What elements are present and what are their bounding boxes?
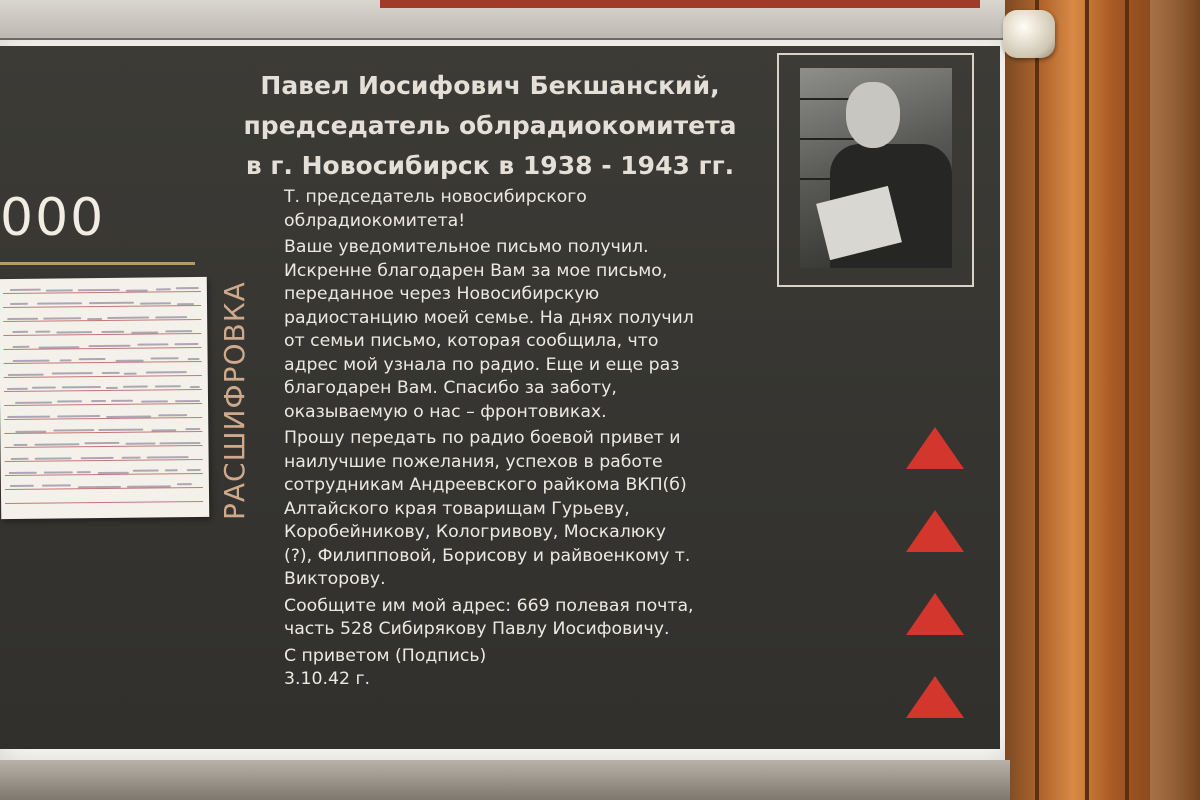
- handwriting-stroke: [116, 359, 144, 361]
- handwriting-stroke: [37, 302, 82, 304]
- letter-line: часть 528 Сибирякову Павлу Иосифовичу.: [284, 619, 670, 639]
- page-title: [205, 66, 775, 186]
- handwriting-stroke: [54, 429, 94, 431]
- letter-paragraph: [284, 427, 794, 592]
- handwriting-stroke: [81, 457, 113, 459]
- title-line: председатель облрадиокомитета: [243, 111, 737, 140]
- letter-ruled-line: [3, 291, 201, 294]
- handwriting-stroke: [98, 472, 129, 474]
- handwriting-stroke: [46, 289, 73, 291]
- handwriting-stroke: [102, 331, 125, 333]
- upper-poster-red-edge: [380, 0, 980, 8]
- handwriting-stroke: [51, 373, 93, 375]
- letter-line: Коробейникову, Кологривову, Москалюку: [284, 522, 667, 542]
- letter-line: Ваше уведомительное письмо получил.: [284, 237, 649, 257]
- letter-line: радиостанцию моей семье. На днях получил: [284, 307, 694, 328]
- handwriting-stroke: [138, 343, 169, 345]
- handwriting-stroke: [14, 444, 28, 446]
- red-triangle-icon: [906, 676, 964, 718]
- handwriting-stroke: [176, 287, 199, 289]
- letter-line: от семьи письмо, которая сообщила, что: [284, 331, 659, 351]
- handwriting-stroke: [91, 400, 106, 402]
- handwritten-letter-image: [0, 277, 209, 519]
- letter-ruled-line: [4, 389, 202, 392]
- handwriting-stroke: [85, 442, 120, 444]
- letter-paragraph: [284, 186, 794, 233]
- glass-reflection: [1150, 0, 1200, 800]
- handwriting-stroke: [43, 471, 72, 473]
- handwriting-stroke: [187, 469, 201, 471]
- handwriting-stroke: [146, 371, 187, 373]
- handwriting-stroke: [10, 303, 28, 305]
- handwriting-stroke: [6, 388, 28, 390]
- letter-line: наилучшие пожелания, успехов в работе: [284, 451, 663, 472]
- handwriting-stroke: [89, 302, 134, 304]
- frame-knob: [1003, 10, 1055, 58]
- letter-line: сотрудникам Андреевского райкома ВКП(б): [284, 475, 687, 495]
- handwriting-stroke: [12, 359, 49, 361]
- handwriting-stroke: [57, 400, 81, 402]
- handwriting-stroke: [10, 485, 34, 487]
- letter-line: С приветом (Подпись): [284, 645, 487, 666]
- letter-line: Искренне благодарен Вам за мое письмо,: [284, 260, 668, 281]
- title-line: Павел Иосифович Бекшанский,: [260, 71, 720, 100]
- handwriting-stroke: [165, 469, 178, 471]
- letter-line: Викторову.: [284, 569, 386, 589]
- handwriting-stroke: [108, 316, 150, 318]
- handwriting-stroke: [35, 331, 50, 333]
- handwriting-stroke: [42, 485, 71, 487]
- letter-ruled-line: [3, 333, 201, 336]
- wooden-display-frame: [1005, 0, 1200, 800]
- handwriting-stroke: [38, 346, 79, 348]
- handwriting-stroke: [185, 428, 200, 430]
- handwriting-stroke: [7, 317, 38, 319]
- letter-paragraph: [284, 645, 794, 692]
- letter-ruled-line: [3, 305, 201, 308]
- letter-line: Прошу передать по радио боевой привет и: [284, 428, 681, 448]
- handwriting-stroke: [177, 303, 195, 305]
- handwriting-stroke: [156, 288, 171, 290]
- letter-line: (?), Филипповой, Борисову и райвоенкому т.: [284, 545, 691, 566]
- letter-transcription: [284, 186, 794, 695]
- handwriting-stroke: [122, 456, 140, 458]
- handwriting-stroke: [175, 343, 199, 345]
- letter-ruled-line: [3, 319, 201, 322]
- handwriting-stroke: [87, 318, 102, 320]
- handwriting-stroke: [141, 400, 168, 402]
- gold-underline: [0, 262, 195, 265]
- handwriting-stroke: [151, 357, 179, 359]
- handwriting-stroke: [155, 316, 188, 318]
- handwriting-stroke: [15, 431, 46, 433]
- frame-groove: [1125, 0, 1129, 800]
- handwriting-stroke: [165, 330, 192, 332]
- handwriting-stroke: [177, 483, 192, 485]
- portrait-head: [846, 82, 900, 148]
- letter-ruled-line: [5, 459, 203, 462]
- handwriting-stroke: [124, 373, 137, 375]
- lower-poster-edge: [0, 760, 1010, 800]
- letter-ruled-line: [4, 361, 202, 364]
- portrait-photo: [800, 68, 952, 268]
- letter-line: переданное через Новосибирскую: [284, 284, 600, 304]
- handwriting-stroke: [111, 400, 133, 402]
- handwriting-stroke: [126, 289, 148, 291]
- letter-line: адрес мой узнала по радио. Еще и еще раз: [284, 354, 680, 375]
- handwriting-stroke: [188, 358, 200, 360]
- letter-line: облрадиокомитета!: [284, 210, 466, 231]
- handwriting-stroke: [123, 386, 149, 388]
- handwriting-stroke: [133, 470, 159, 472]
- handwriting-stroke: [79, 358, 106, 360]
- partial-number-text: 000: [0, 188, 106, 248]
- handwriting-stroke: [132, 331, 159, 333]
- handwriting-stroke: [32, 387, 56, 389]
- handwriting-stroke: [125, 442, 155, 444]
- letter-line: 3.10.42 г.: [284, 669, 371, 689]
- red-triangle-icon: [906, 593, 964, 635]
- letter-line: благодарен Вам. Спасибо за заботу,: [284, 378, 617, 398]
- handwriting-stroke: [8, 471, 36, 473]
- letter-ruled-line: [5, 501, 203, 504]
- handwriting-stroke: [151, 429, 176, 431]
- handwriting-stroke: [13, 345, 29, 347]
- handwriting-stroke: [43, 317, 81, 319]
- letter-line: Сообщите им мой адрес: 669 полевая почта,: [284, 595, 694, 616]
- decoding-label: РАСШИФРОВКА: [218, 281, 251, 520]
- bookshelf-line: [800, 138, 860, 140]
- letter-line: Т. председатель новосибирского: [284, 187, 587, 207]
- upper-poster-edge: [0, 0, 1010, 38]
- letter-paragraph: [284, 595, 794, 642]
- handwriting-stroke: [34, 457, 71, 459]
- title-line: в г. Новосибирск в 1938 - 1943 гг.: [245, 151, 735, 180]
- letter-line: оказываемую о нас – фронтовиках.: [284, 401, 607, 422]
- handwriting-stroke: [10, 289, 41, 291]
- frame-groove: [1085, 0, 1089, 800]
- handwriting-stroke: [102, 372, 120, 374]
- handwriting-stroke: [12, 331, 29, 333]
- handwriting-stroke: [59, 359, 71, 361]
- handwriting-stroke: [62, 386, 101, 388]
- letter-paragraph: [284, 236, 794, 424]
- handwriting-stroke: [175, 400, 200, 402]
- letter-ruled-line: [3, 347, 201, 350]
- handwriting-stroke: [159, 442, 200, 444]
- red-triangle-icon: [906, 427, 964, 469]
- frame-groove: [1035, 0, 1039, 800]
- red-triangle-icon: [906, 510, 964, 552]
- handwriting-stroke: [155, 385, 181, 387]
- letter-line: Алтайского края товарищам Гурьеву,: [284, 498, 630, 519]
